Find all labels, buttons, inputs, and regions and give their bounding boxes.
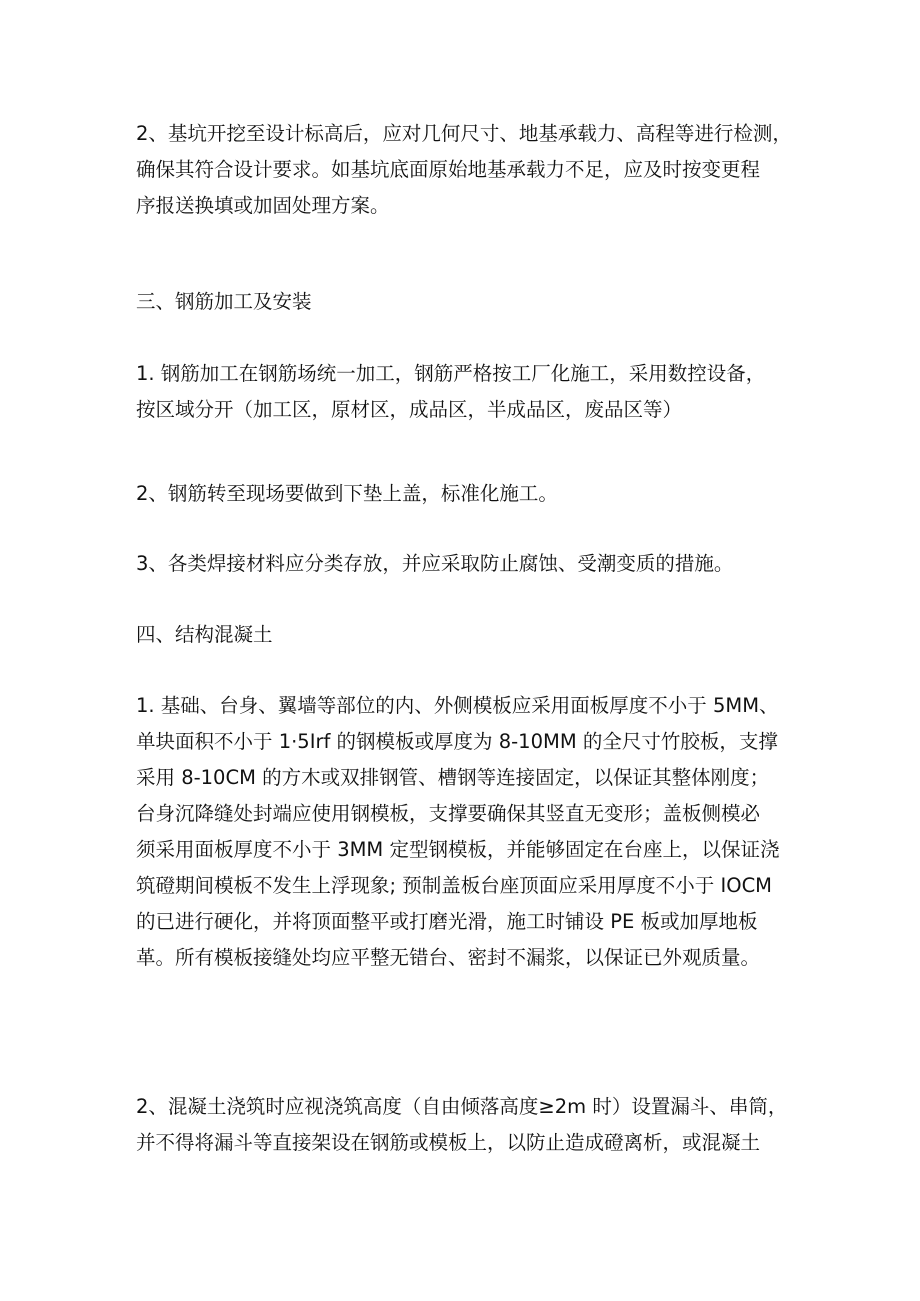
- heading-text: 四、结构混凝土: [136, 623, 273, 646]
- text-line: 确保其符合设计要求。如基坑底面原始地基承载力不足，应及时按变更程: [136, 158, 761, 181]
- text-line: 并不得将漏斗等直接架设在钢筋或模板上，以防止造成磴离析，或混凝土: [136, 1131, 761, 1154]
- heading-text: 三、钢筋加工及安装: [136, 290, 312, 313]
- paragraph-concrete-pouring: [136, 1089, 816, 1161]
- text-line: 1. 钢筋加工在钢筋场统一加工，钢筋严格按工厂化施工，采用数控设备，: [136, 362, 766, 385]
- text-line: 2、基坑开挖至设计标高后，应对几何尺寸、地基承载力、高程等进行检测，: [136, 122, 792, 145]
- paragraph-rebar-transport: [136, 476, 816, 512]
- paragraph-foundation-inspection: [136, 116, 816, 224]
- text-line: 的已进行硬化，并将顶面整平或打磨光滑，施工时铺设 PE 板或加厚地板: [136, 910, 758, 933]
- text-line: 3、各类焊接材料应分类存放，并应采取防止腐蚀、受潮变质的措施。: [136, 552, 734, 575]
- text-line: 2、钢筋转至现场要做到下垫上盖，标准化施工。: [136, 482, 558, 505]
- text-line: 革。所有模板接缝处均应平整无错台、密封不漏浆，以保证已外观质量。: [136, 946, 761, 969]
- text-line: 台身沉降缝处封端应使用钢模板，支撑要确保其竖直无变形；盖板侧模必: [136, 802, 761, 825]
- text-line: 按区域分开（加工区，原材区，成品区，半成品区，废品区等）: [136, 398, 683, 421]
- text-line: 单块面积不小于 1·5Irf 的钢模板或厚度为 8-10MM 的全尺寸竹胶板，支撑: [136, 730, 778, 753]
- text-line: 序报送换填或加固处理方案。: [136, 194, 390, 217]
- paragraph-welding-materials: [136, 546, 816, 582]
- section-heading-rebar: [136, 284, 816, 320]
- text-line: 须采用面板厚度不小于 3MM 定型钢模板，并能够固定在台座上，以保证浇: [136, 838, 780, 861]
- text-line: 1. 基础、台身、翼墙等部位的内、外侧模板应采用面板厚度不小于 5MM、: [136, 694, 779, 717]
- text-line: 采用 8-10CM 的方木或双排钢管、槽钢等连接固定，以保证其整体刚度；: [136, 766, 770, 789]
- paragraph-rebar-processing: [136, 356, 816, 428]
- section-heading-concrete: [136, 617, 816, 653]
- text-line: 2、混凝土浇筑时应视浇筑高度（自由倾落高度≥2m 时）设置漏斗、串筒，: [136, 1095, 788, 1118]
- text-line: 筑磴期间模板不发生上浮现象; 预制盖板台座顶面应采用厚度不小于 IOCM: [136, 874, 773, 897]
- paragraph-formwork: [136, 688, 816, 976]
